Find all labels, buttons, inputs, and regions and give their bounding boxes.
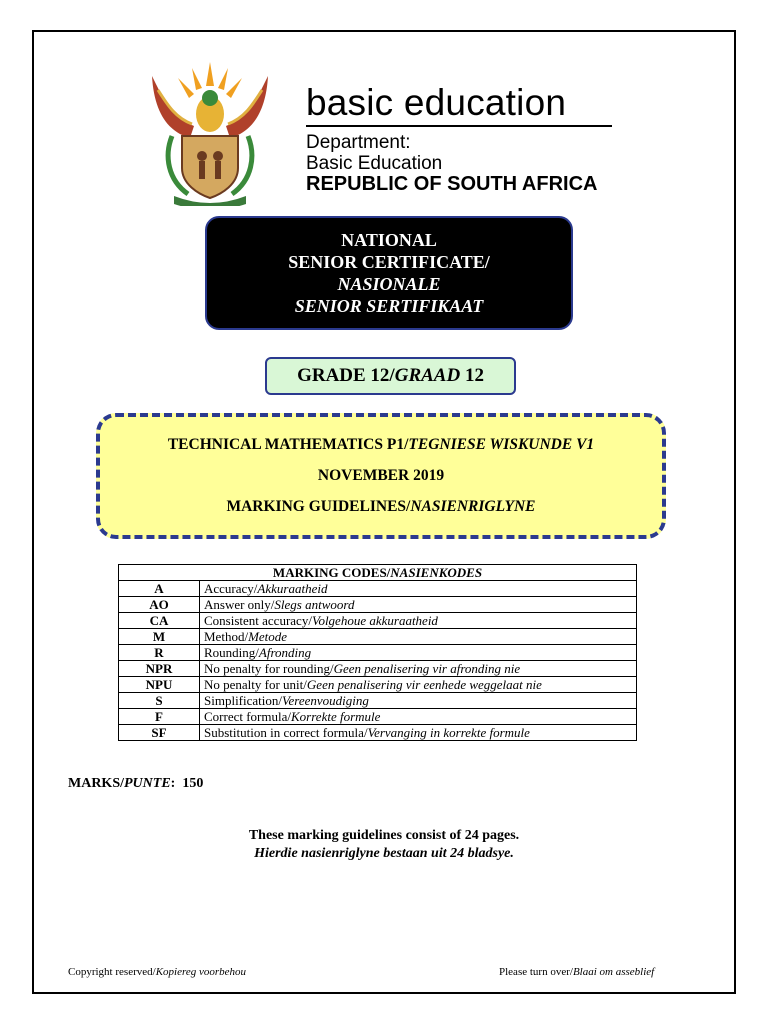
table-row: [119, 645, 637, 661]
table-row: [119, 709, 637, 725]
total-marks: MARKS/PUNTE: 150: [68, 776, 204, 791]
coat-of-arms-icon: [142, 56, 278, 206]
table-row: [119, 597, 637, 613]
turn-over-footer: Please turn over/Blaai om asseblief: [499, 966, 655, 978]
table-row: [119, 725, 637, 741]
guidelines-title-af: NASIENRIGLYNE: [410, 498, 536, 515]
certificate-line: SENIOR SERTIFIKAAT: [294, 296, 484, 316]
department-header: [138, 52, 618, 212]
page-count-en: These marking guidelines consist of 24 pages.: [248, 828, 520, 843]
code-description: Method/Metode: [200, 629, 637, 645]
grade-label: GRADE 12/: [297, 365, 395, 386]
code-cell: NPR: [119, 661, 200, 677]
grade-label-italic: GRAAD: [394, 365, 461, 386]
department-name: Basic Education: [306, 153, 443, 174]
code-description: Substitution in correct formula/Vervanging in korrekte formule: [200, 725, 637, 741]
code-cell: F: [119, 709, 200, 725]
exam-date: NOVEMBER 2019: [317, 467, 445, 484]
code-description: Simplification/Vereenvoudiging: [200, 693, 637, 709]
subject-title-en: TECHNICAL MATHEMATICS P1/: [167, 436, 409, 453]
marking-codes-table: [118, 564, 637, 741]
brand-title: basic education: [306, 82, 567, 123]
table-row: [119, 613, 637, 629]
code-cell: NPU: [119, 677, 200, 693]
certificate-line: SENIOR CERTIFICATE/: [288, 252, 490, 272]
certificate-line: NASIONALE: [337, 274, 441, 294]
department-label: Department:: [306, 132, 411, 153]
code-description: Correct formula/Korrekte formule: [200, 709, 637, 725]
code-cell: R: [119, 645, 200, 661]
certificate-box: [205, 216, 573, 330]
guidelines-title-en: MARKING GUIDELINES/: [226, 498, 411, 515]
brand-divider: [306, 125, 612, 127]
code-description: Rounding/Afronding: [200, 645, 637, 661]
code-description: Answer only/Slegs antwoord: [200, 597, 637, 613]
subject-box: [96, 413, 666, 539]
code-cell: S: [119, 693, 200, 709]
subject-title: [168, 436, 594, 454]
code-cell: CA: [119, 613, 200, 629]
grade-number: 12: [460, 365, 484, 386]
code-cell: AO: [119, 597, 200, 613]
code-description: No penalty for unit/Geen penalisering vir eenhede weggelaat nie: [200, 677, 637, 693]
certificate-line: NATIONAL: [341, 230, 437, 250]
code-cell: A: [119, 581, 200, 597]
table-row: [119, 629, 637, 645]
code-description: Accuracy/Akkuraatheid: [200, 581, 637, 597]
code-cell: SF: [119, 725, 200, 741]
table-row: [119, 661, 637, 677]
copyright-footer: Copyright reserved/Kopiereg voorbehou: [68, 966, 247, 978]
table-row: [119, 677, 637, 693]
table-row: [119, 693, 637, 709]
grade-box: [265, 357, 516, 395]
code-description: No penalty for rounding/Geen penalisering vir afronding nie: [200, 661, 637, 677]
subject-title-af: TEGNIESE WISKUNDE V1: [408, 436, 595, 453]
page-count-af: Hierdie nasienriglyne bestaan uit 24 bladsye.: [254, 846, 514, 861]
marking-codes-header: MARKING CODES/NASIENKODES: [119, 565, 637, 581]
country-name: REPUBLIC OF SOUTH AFRICA: [306, 173, 598, 195]
code-description: Consistent accuracy/Volgehoue akkuraatheid: [200, 613, 637, 629]
table-row: [119, 581, 637, 597]
code-cell: M: [119, 629, 200, 645]
guidelines-title: [226, 498, 535, 516]
